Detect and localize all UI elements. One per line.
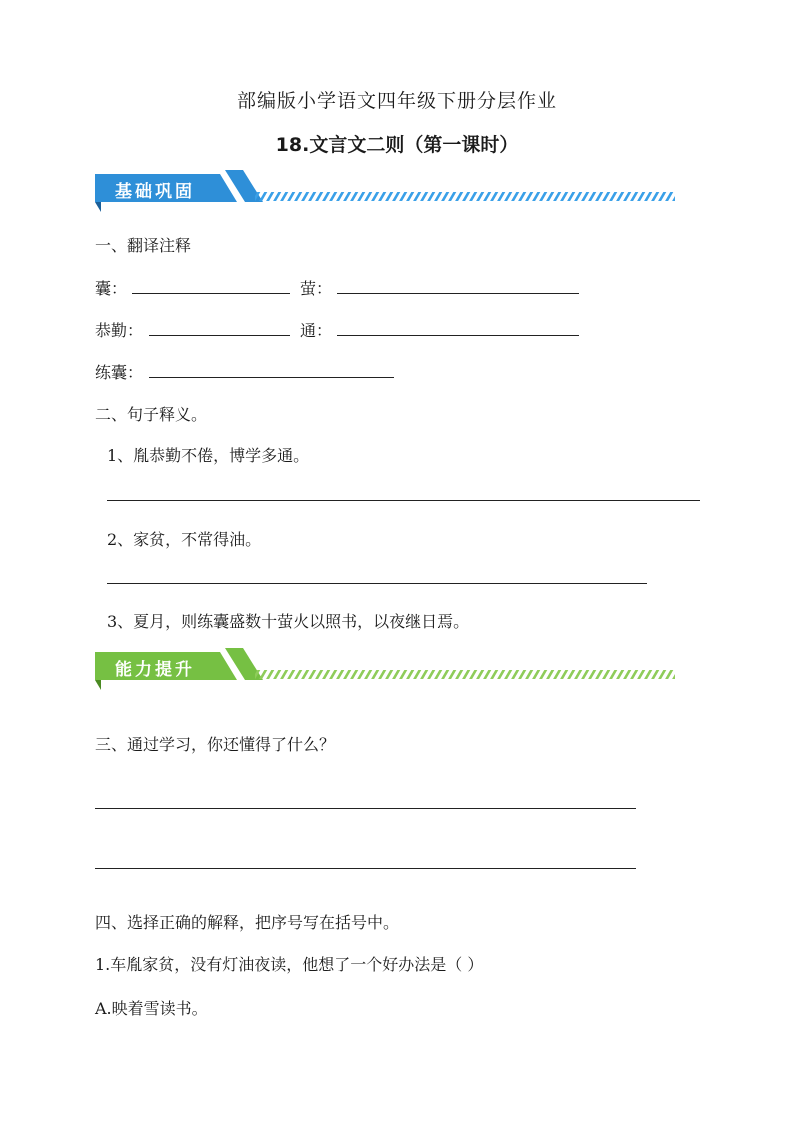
term-tong-label: 通：	[300, 321, 333, 340]
banner-advanced-label: 能力提升	[115, 660, 195, 680]
sentence-3: 3、夏月，则练囊盛数十萤火以照书，以夜继日焉。	[107, 612, 470, 631]
term-nang-blank[interactable]	[132, 293, 290, 294]
section-banner-basic	[95, 170, 685, 210]
term-liannang-blank[interactable]	[149, 377, 394, 378]
choice-option-a[interactable]: A.映着雪读书。	[95, 999, 208, 1018]
term-ying-blank[interactable]	[337, 293, 579, 294]
section2-heading: 二、句子释义。	[95, 405, 208, 424]
term-gongqin-blank[interactable]	[149, 335, 290, 336]
section3-answer-line-1[interactable]	[95, 808, 636, 809]
sentence-2: 2、家贫，不常得油。	[107, 530, 262, 549]
section4-heading: 四、选择正确的解释，把序号写在括号中。	[95, 913, 400, 932]
term-tong-blank[interactable]	[337, 335, 579, 336]
banner-basic-label: 基础巩固	[115, 182, 195, 202]
section3-heading: 三、通过学习，你还懂得了什么？	[95, 735, 336, 754]
sentence-2-answer-line[interactable]	[107, 583, 647, 584]
term-nang-label: 囊：	[95, 279, 128, 298]
section1-heading: 一、翻译注释	[95, 236, 192, 255]
section-banner-advanced	[95, 648, 685, 688]
sentence-1-answer-line[interactable]	[107, 500, 700, 501]
term-ying-label: 萤：	[300, 279, 333, 298]
choice-question-1: 1.车胤家贫，没有灯油夜读，他想了一个好办法是（ ）	[95, 955, 484, 974]
lesson-subtitle: 18.文言文二则（第一课时）	[275, 134, 519, 156]
term-gongqin-label: 恭勤：	[95, 321, 144, 340]
sentence-1: 1、胤恭勤不倦，博学多通。	[107, 446, 310, 465]
section3-answer-line-2[interactable]	[95, 868, 636, 869]
page-title: 部编版小学语文四年级下册分层作业	[236, 90, 557, 112]
term-liannang-label: 练囊：	[95, 363, 144, 382]
